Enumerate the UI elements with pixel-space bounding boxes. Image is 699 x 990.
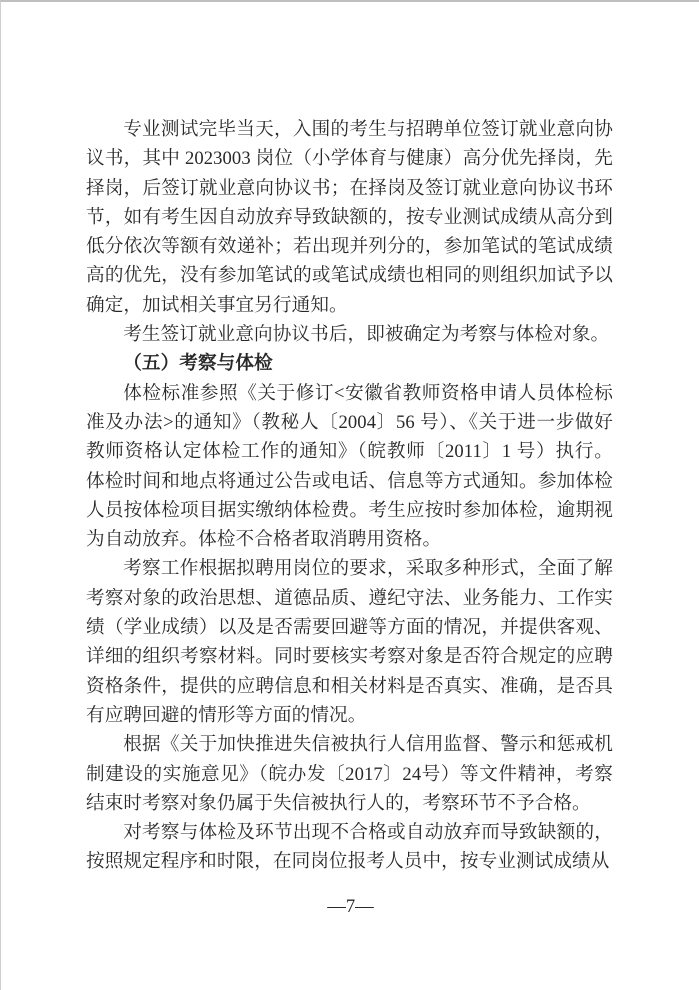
- paragraph: 体检标准参照《关于修订<安徽省教师资格申请人员体检标准及办法>的通知》（教秘人〔2004〕56 号）、《关于进一步做好教师资格认定体检工作的通知》（皖教师〔2011〕1 号）执行。体检时间和地点将通过公告或电话、信息等方式通知。参加体检人员按体检项目据实缴纳体检费。考生应按时参加体检，逾期视为自动放弃。体检不合格者取消聘用资格。: [86, 382, 613, 551]
- paragraph: 考察工作根据拟聘用岗位的要求，采取多种形式，全面了解考察对象的政治思想、道德品质、遵纪守法、业务能力、工作实绩（学业成绩）以及是否需要回避等方面的情况，并提供客观、详细的组织考察材料。同时要核实考察对象是否符合规定的应聘资格条件，提供的应聘信息和相关材料是否真实、准确，是否具有应聘回避的情形等方面的情况。: [86, 558, 613, 726]
- paragraph: 根据《关于加快推进失信被执行人信用监督、警示和惩戒机制建设的实施意见》（皖办发〔2017〕24号）等文件精神，考察结束时考察对象仍属于失信被执行人的，考察环节不予合格。: [86, 734, 613, 814]
- paragraph: 专业测试完毕当天，入围的考生与招聘单位签订就业意向协议书，其中 2023003 岗位（小学体育与健康）高分优先择岗，先择岗，后签订就业意向协议书；在择岗及签订就业意向协议书环节，如有考生因自动放弃导致缺额的，按专业测试成绩从高分到低分依次等额有效递补；若出现并列分的，参加笔试的笔试成绩高的优先，没有参加笔试的或笔试成绩也相同的则组织加试予以确定，加试相关事宜另行通知。: [86, 119, 613, 316]
- paragraph: 对考察与体检及环节出现不合格或自动放弃而导致缺额的，按照规定程序和时限，在同岗位报考人员中，按专业测试成绩从: [86, 822, 613, 873]
- section-heading: （五）考察与体检: [123, 353, 273, 375]
- paragraph: 考生签订就业意向协议书后，即被确定为考察与体检对象。: [123, 324, 610, 346]
- document-body: [86, 115, 613, 877]
- page-number: —7—: [327, 896, 374, 917]
